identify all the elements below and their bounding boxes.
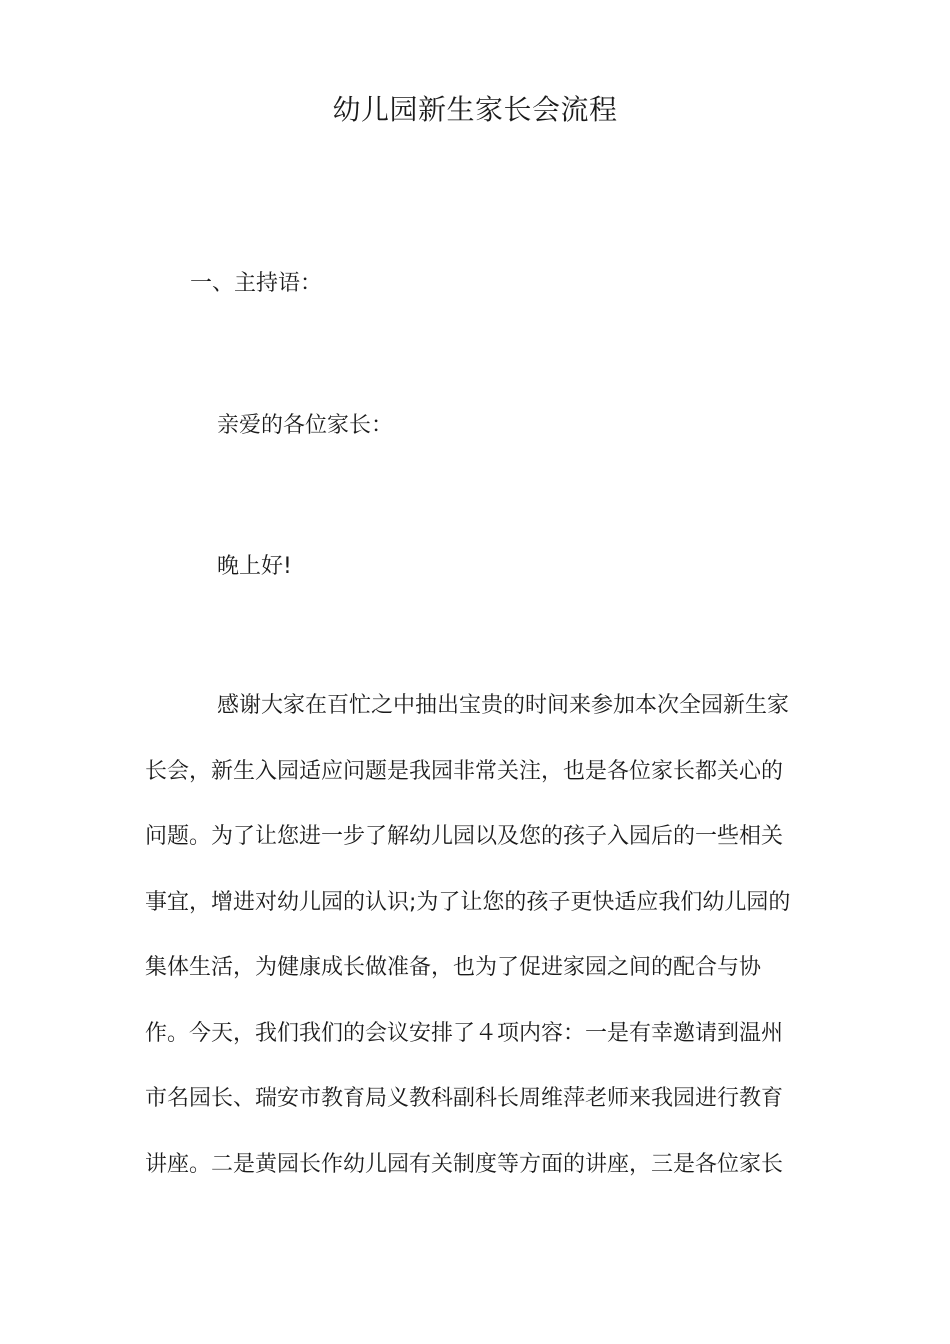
body-paragraph	[145, 690, 805, 1214]
salutation-text: 亲爱的各位家长：	[217, 413, 394, 438]
paragraph-line: 问题。为了让您进一步了解幼儿园以及您的孩子入园后的一些相关	[145, 824, 784, 849]
paragraph-line: 讲座。二是黄园长作幼儿园有关制度等方面的讲座，三是各位家长	[145, 1151, 784, 1177]
greeting-text: 晚上好!	[217, 554, 292, 579]
document-title: 幼儿园新生家长会流程	[332, 93, 618, 126]
paragraph-line: 感谢大家在百忙之中抽出宝贵的时间来参加本次全园新生家	[217, 693, 790, 718]
paragraph-line: 市名园长、瑞安市教育局义教科副科长周维萍老师来我园进行教育	[145, 1086, 784, 1111]
paragraph-line: 长会，新生入园适应问题是我园非常关注，也是各位家长都关心的	[145, 758, 784, 784]
paragraph-line: 作。今天，我们我们的会议安排了４项内容：一是有幸邀请到温州	[145, 1020, 784, 1046]
section-heading: 一、主持语：	[190, 271, 323, 296]
paragraph-line: 事宜，增进对幼儿园的认识;为了让您的孩子更快适应我们幼儿园的	[145, 889, 791, 915]
paragraph-line: 集体生活，为健康成长做准备，也为了促进家园之间的配合与协	[145, 955, 762, 980]
